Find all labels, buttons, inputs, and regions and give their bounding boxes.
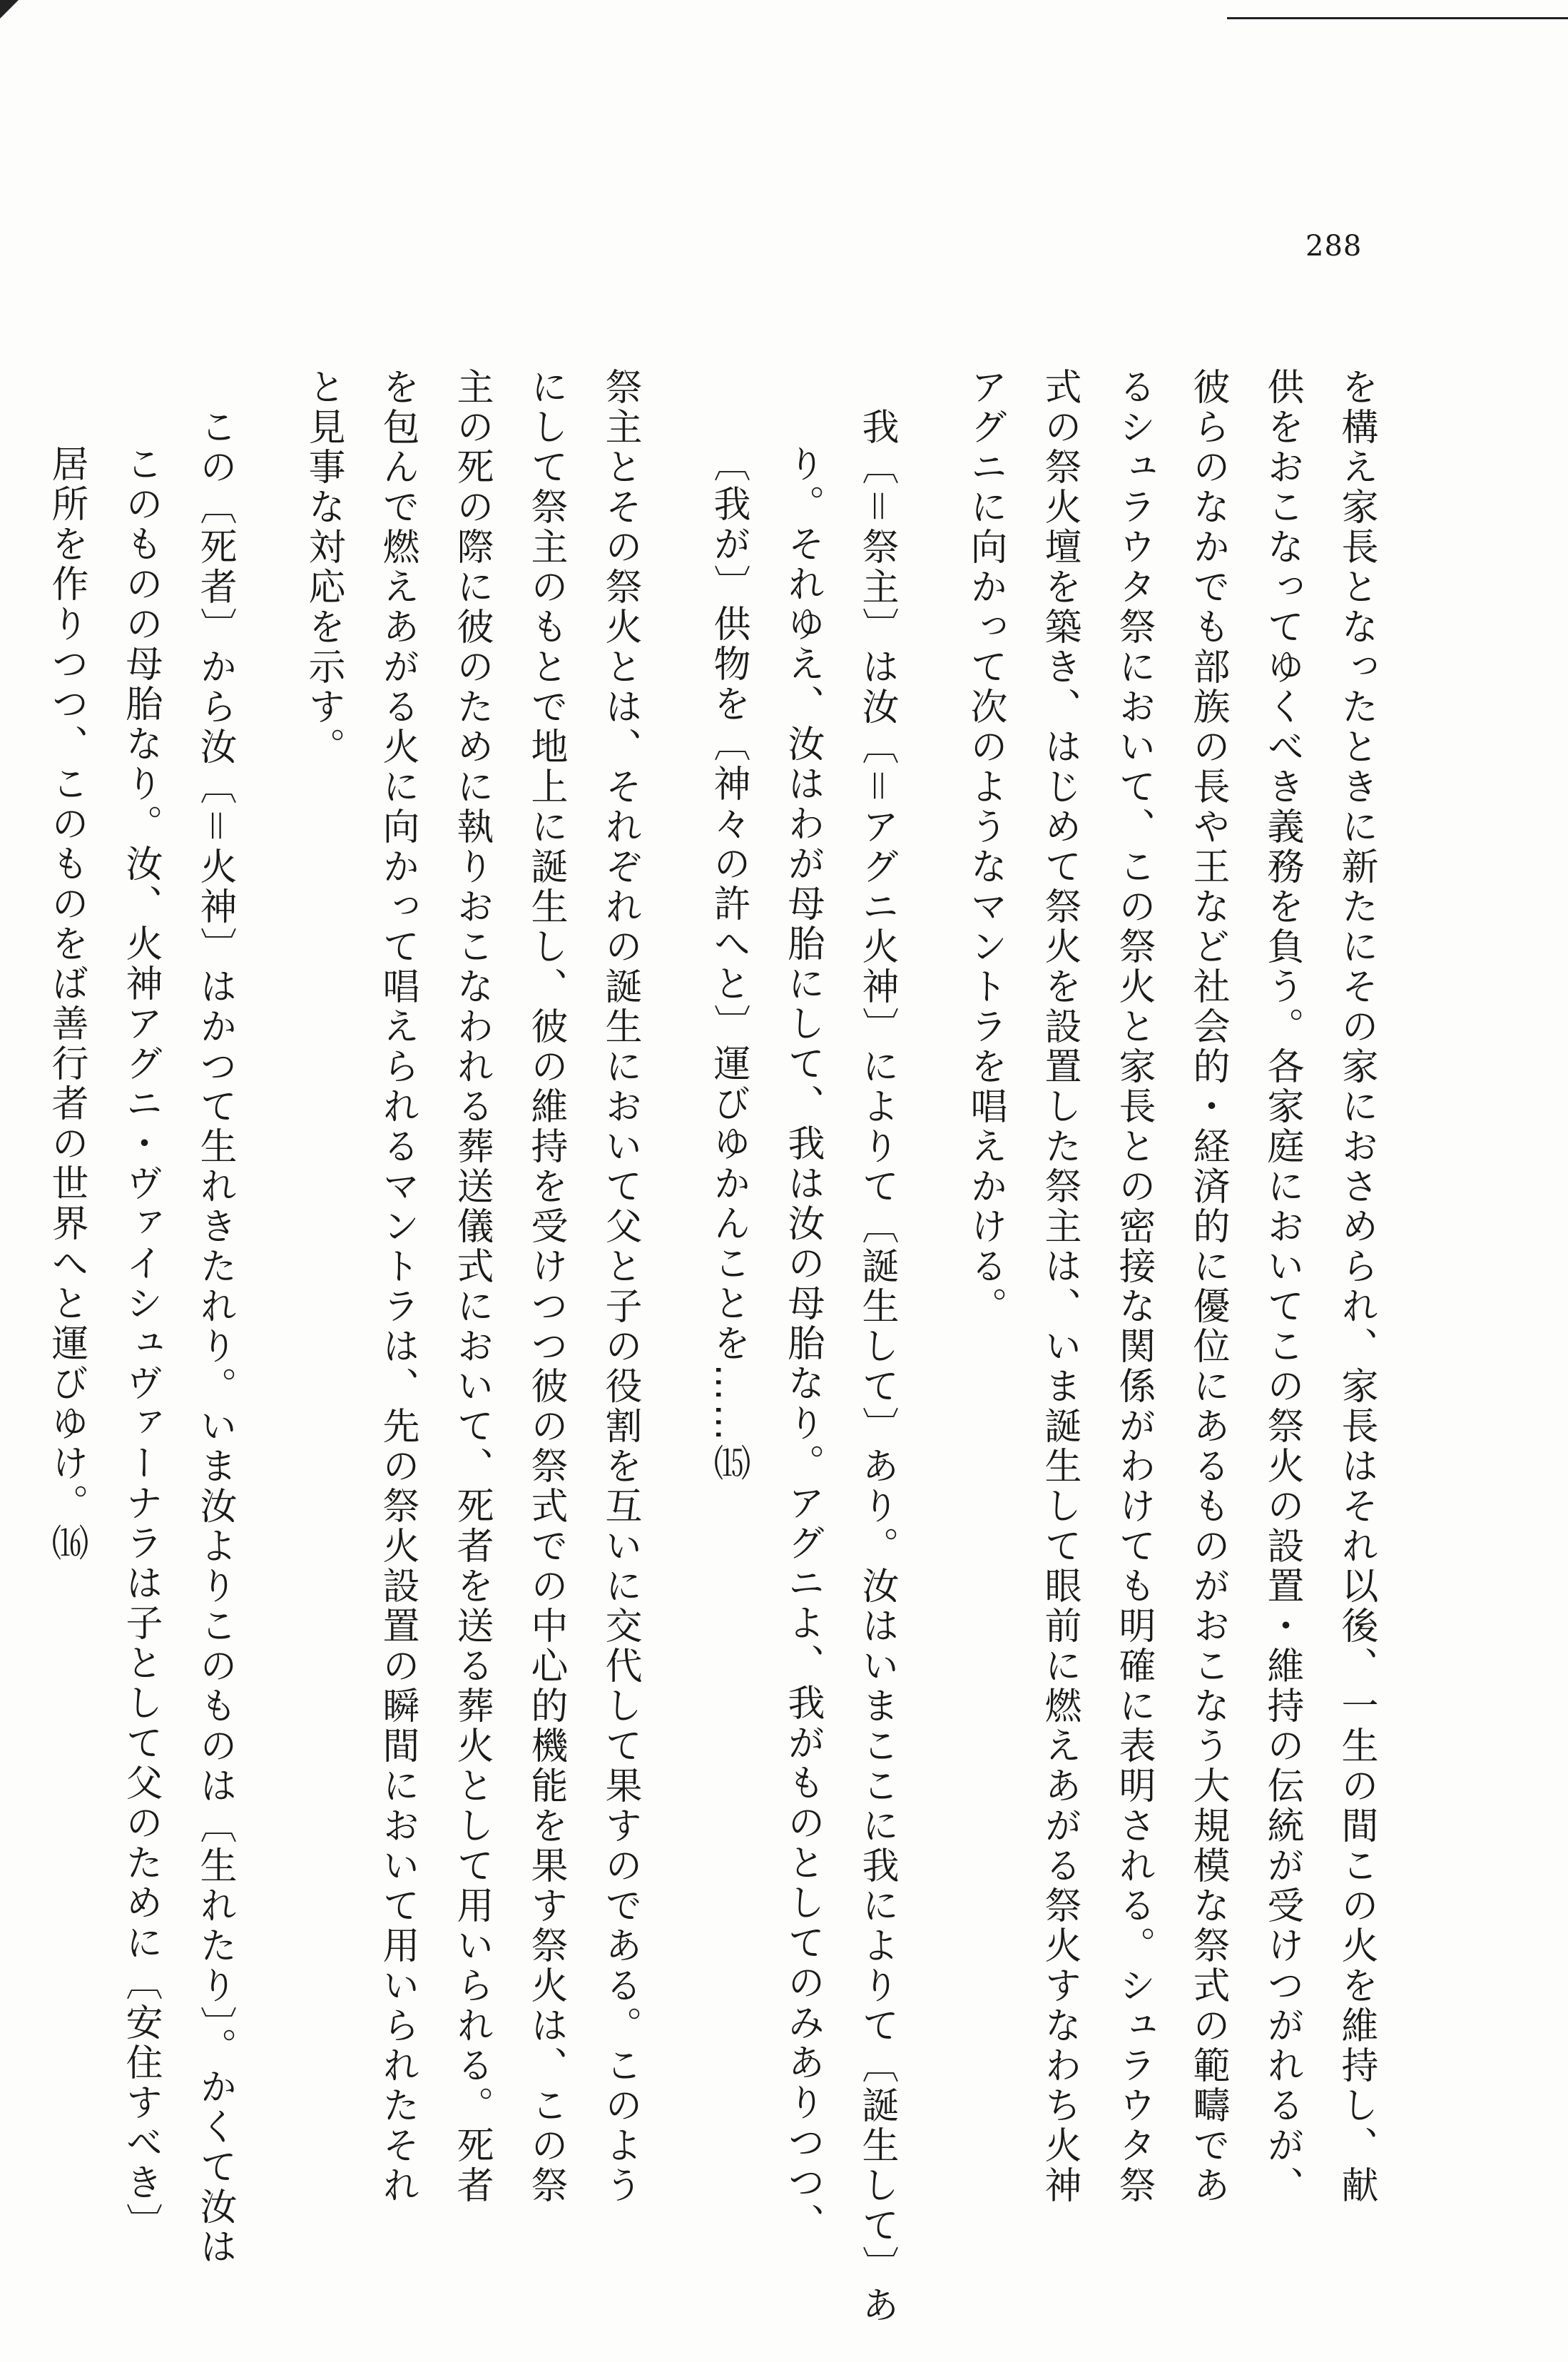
text-column: 式の祭火壇を築き、はじめて祭火を設置した祭主は、いま誕生して眼前に燃えあがる祭火すなわち火神 xyxy=(1038,368,1081,2206)
text-column: を包んで燃えあがる火に向かって唱えられるマントラは、先の祭火設置の瞬間において用いられたそれ xyxy=(376,368,419,2206)
text-column: 主の死の際に彼のために執りおこなわれる葬送儀式において、死者を送る葬火として用いられる。死者 xyxy=(450,368,493,2206)
quote-column: 我〔＝祭主〕は汝〔＝アグニ火神〕によりて〔誕生して〕あり。汝はいまここに我によりて〔誕生して〕あ xyxy=(855,407,898,2326)
header-rule xyxy=(1227,17,1568,19)
text-column: にして祭主のもとで地上に誕生し、彼の維持を受けつつ彼の祭式での中心的機能を果す祭火は、この祭 xyxy=(524,368,567,2206)
quote-column: 〔我が〕供物を〔神々の許へと〕運びゆかんことを……⒂ xyxy=(707,445,750,1484)
quote-column: 居所を作りつつ、このものをば善行者の世界へと運びゆけ。⒃ xyxy=(45,445,88,1563)
text-column: るシュラウタ祭において、この祭火と家長との密接な関係がわけても明確に表明される。シュラウタ祭 xyxy=(1112,368,1155,2206)
quote-column: このものの母胎なり。汝、火神アグニ・ヴァイシュヴァーナラは子として父のために〔安住すべき〕 xyxy=(119,445,162,2243)
page-number: 288 xyxy=(1305,230,1363,263)
text-column: 彼らのなかでも部族の長や王など社会的・経済的に優位にあるものがおこなう大規模な祭式の範疇であ xyxy=(1186,368,1229,2206)
text-column: 供をおこなってゆくべき義務を負う。各家庭においてこの祭火の設置・維持の伝統が受けつがれるが、 xyxy=(1261,368,1303,2206)
vertical-text-block xyxy=(45,368,1393,2326)
corner-scan-mark xyxy=(0,0,19,19)
text-column: を構え家長となったときに新たにその家におさめられ、家長はそれ以後、一生の間この火を維持し、献 xyxy=(1335,368,1378,2206)
quote-column: り。それゆえ、汝はわが母胎にして、我は汝の母胎なり。アグニよ、我がものとしてのみありつつ、 xyxy=(781,445,824,2243)
quote-column: この〔死者〕から汝〔＝火神〕はかつて生れきたれり。いま汝よりこのものは〔生れたり〕。かくて汝は xyxy=(193,407,236,2267)
text-column: 祭主とその祭火とは、それぞれの誕生において父と子の役割を互いに交代して果すのである。このよう xyxy=(599,368,641,2206)
text-column: と見事な対応を示す。 xyxy=(302,368,345,767)
text-column: アグニに向かって次のようなマントラを唱えかける。 xyxy=(964,368,1007,1327)
